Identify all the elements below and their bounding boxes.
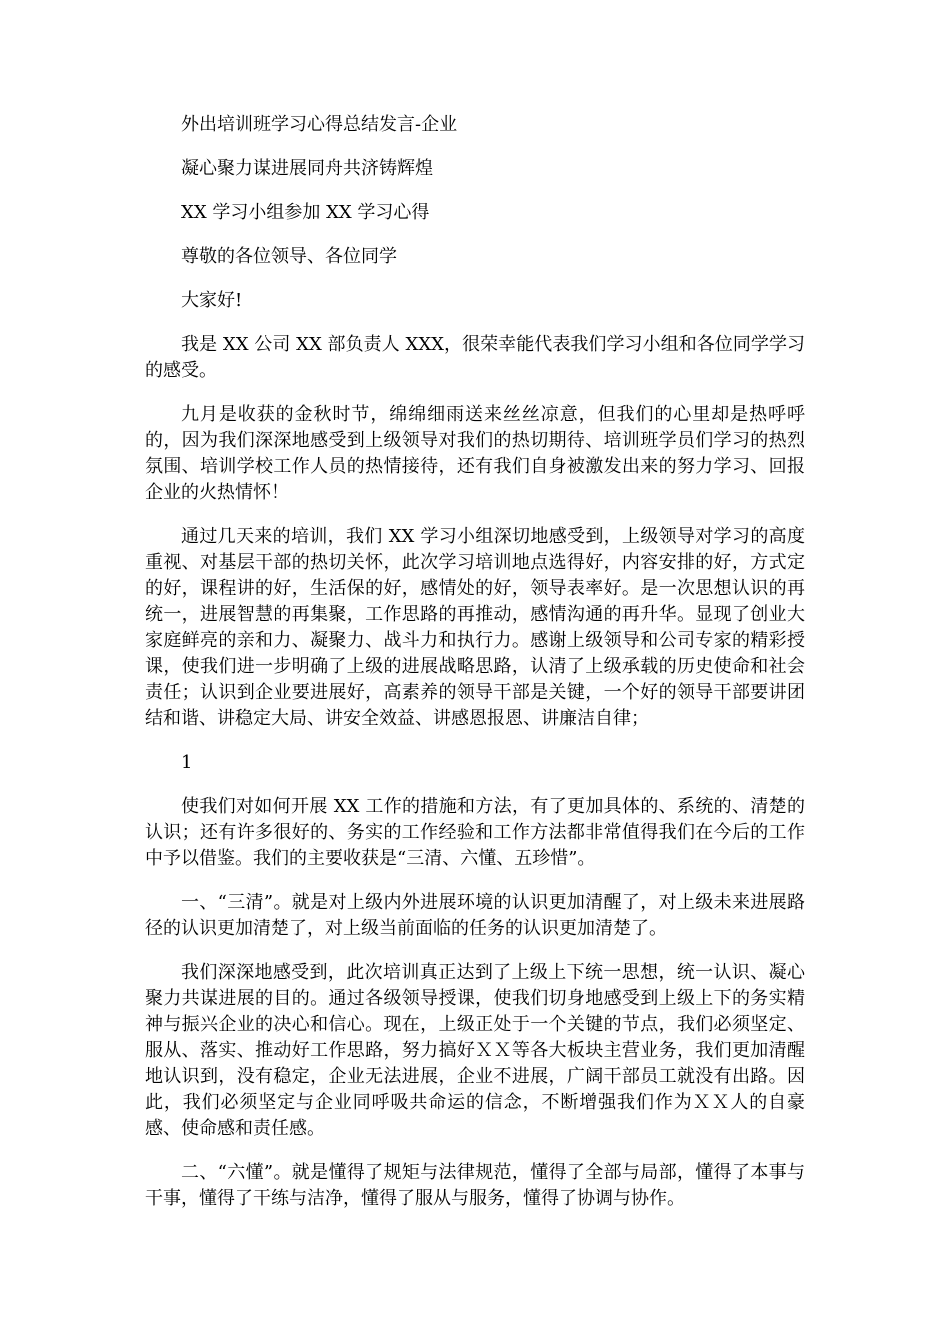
paragraph-september: 九月是收获的金秋时节，绵绵细雨送来丝丝凉意，但我们的心里却是热呼呼的，因为我们深深地感受到上级领导对我们的热切期待、培训班学员们学习的热烈氛围、培训学校工作人员的热情接待，还有我们自身被激发出来的努力学习、回报企业的火热情怀！ — [145, 404, 805, 503]
salutation: 尊敬的各位领导、各位同学 — [181, 246, 397, 267]
paragraph-three-clear: 一、“三清”。就是对上级内外进展环境的认识更加清醒了，对上级未来进展路径的认识更加清楚了，对上级当前面临的任务的认识更加清楚了。 — [145, 892, 805, 939]
paragraph-intro: 我是 XX 公司 XX 部负责人 XXX，很荣幸能代表我们学习小组和各位同学学习的感受。 — [145, 334, 805, 381]
page-number: 1 — [181, 752, 193, 773]
document-page — [145, 112, 805, 1230]
document-subtitle: 凝心聚力谋进展同舟共济铸辉煌 — [181, 158, 433, 179]
paragraph-training: 通过几天来的培训，我们 XX 学习小组深切地感受到，上级领导对学习的高度重视、对基层干部的热切关怀，此次学习培训地点选得好，内容安排的好，方式定的好，课程讲的好，生活保的好，感情处的好，领导表率好。是一次思想认识的再统一，进展智慧的再集聚，工作思路的再推动，感情沟通的再升华。显现了创业大家庭鲜亮的亲和力、凝聚力、战斗力和执行力。感谢上级领导和公司专家的精彩授课，使我们进一步明确了上级的进展战略思路，认清了上级承载的历史使命和社会责任；认识到企业要进展好，高素养的领导干部是关键，一个好的领导干部要讲团结和谐、讲稳定大局、讲安全效益、讲感恩报恩、讲廉洁自律； — [145, 526, 805, 729]
paragraph-six-understand: 二、“六懂”。就是懂得了规矩与法律规范，懂得了全部与局部，懂得了本事与干事，懂得了干练与洁净，懂得了服从与服务，懂得了协调与协作。 — [145, 1162, 805, 1209]
paragraph-deep-feeling: 我们深深地感受到，此次培训真正达到了上级上下统一思想，统一认识、凝心聚力共谋进展的目的。通过各级领导授课，使我们切身地感受到上级上下的务实精神与振兴企业的决心和信心。现在，上级正处于一个关键的节点，我们必须坚定、服从、落实、推动好工作思路，努力搞好ＸＸ等各大板块主营业务，我们更加清醒地认识到，没有稳定，企业无法进展，企业不进展，广阔干部员工就没有出路。因此，我们必须坚定与企业同呼吸共命运的信念，不断增强我们作为ＸＸ人的自豪感、使命感和责任感。 — [145, 962, 805, 1139]
document-title: 外出培训班学习心得总结发言-企业 — [181, 114, 458, 135]
paragraph-methods: 使我们对如何开展 XX 工作的措施和方法，有了更加具体的、系统的、清楚的认识；还有许多很好的、务实的工作经验和工作方法都非常值得我们在今后的工作中予以借鉴。我们的主要收获是“三清、六懂、五珍惜”。 — [145, 796, 805, 869]
greeting: 大家好! — [181, 290, 243, 311]
document-heading: XX 学习小组参加 XX 学习心得 — [181, 202, 430, 223]
